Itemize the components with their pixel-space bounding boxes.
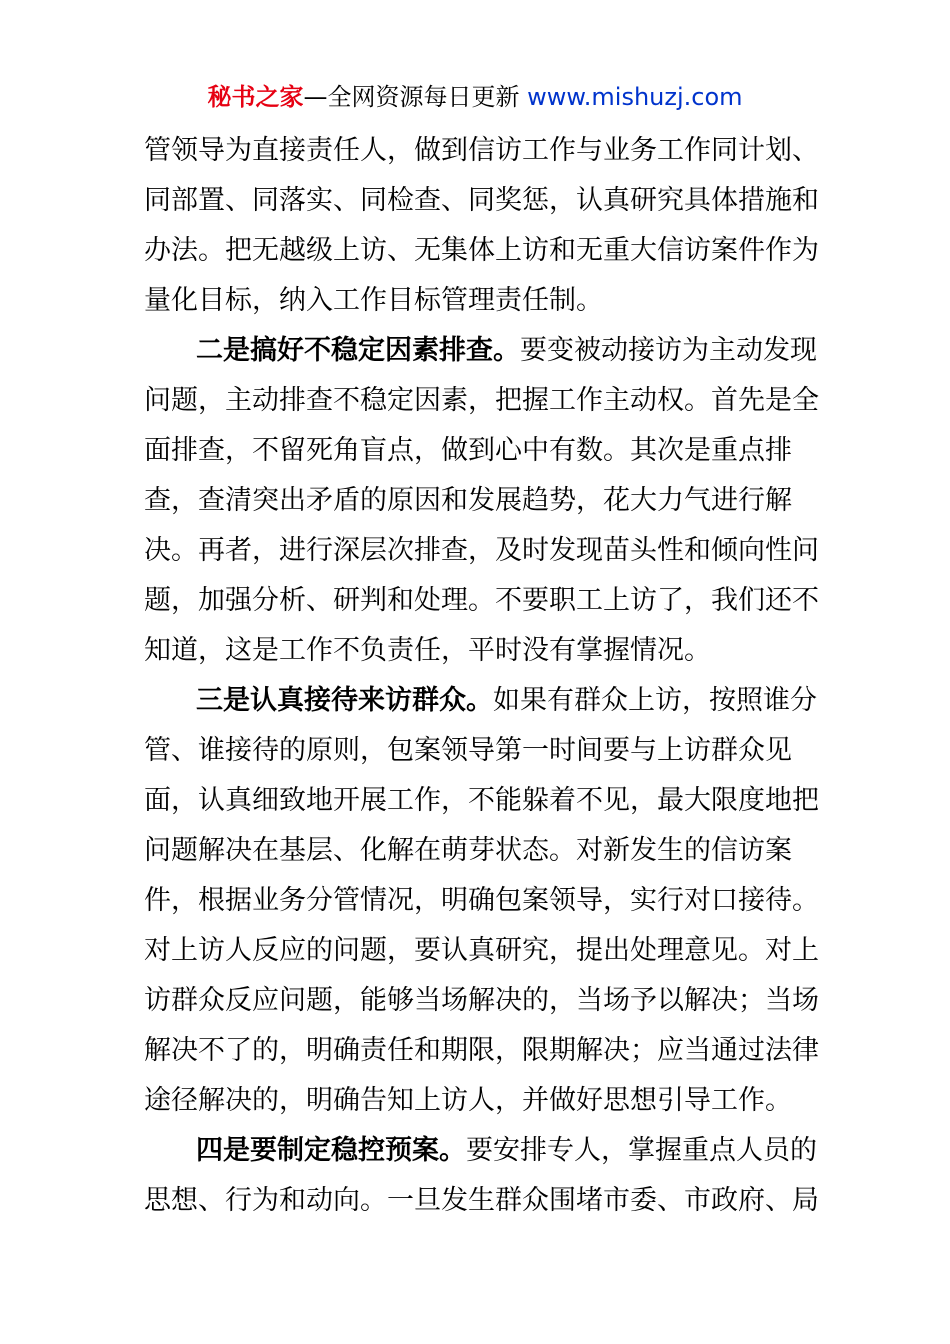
line-text: 面排查，不留死角盲点，做到心中有数。其次是重点排 (144, 435, 792, 466)
text-line (144, 776, 819, 826)
text-line (144, 176, 819, 226)
text-line (144, 726, 806, 776)
document-body (144, 126, 819, 1226)
text-line (144, 626, 806, 676)
line-text: 决。再者，进行深层次排查，及时发现苗头性和倾向性问 (144, 535, 819, 566)
paragraph-lead: 二是搞好不稳定因素排查。 (196, 335, 520, 366)
text-line (144, 276, 806, 326)
text-line (144, 676, 817, 726)
line-text: 件，根据业务分管情况，明确包案领导，实行对口接待。 (144, 885, 819, 916)
site-brand: 秘书之家 (207, 83, 304, 111)
text-line (144, 1126, 817, 1176)
line-text: 题，加强分析、研判和处理。不要职工上访了，我们还不 (144, 585, 819, 616)
line-text: 面，认真细致地开展工作，不能躲着不见，最大限度地把 (144, 785, 819, 816)
header-tagline: —全网资源每日更新 (303, 83, 528, 111)
line-text: 办法。把无越级上访、无集体上访和无重大信访案件作为 (144, 235, 819, 266)
text-line (144, 326, 817, 376)
paragraph (144, 326, 819, 676)
text-line (144, 526, 819, 576)
text-line (144, 376, 819, 426)
text-line (144, 1026, 819, 1076)
text-line (144, 476, 806, 526)
paragraph-lead: 三是认真接待来访群众。 (196, 685, 493, 716)
line-text: 管、谁接待的原则，包案领导第一时间要与上访群众见 (144, 735, 792, 766)
paragraph (144, 676, 819, 1126)
line-text: 问题，主动排查不稳定因素，把握工作主动权。首先是全 (144, 385, 819, 416)
line-text: 要安排专人，掌握重点人员的 (466, 1135, 817, 1166)
line-text: 对上访人反应的问题，要认真研究，提出处理意见。对上 (144, 935, 819, 966)
line-text: 查，查清突出矛盾的原因和发展趋势，花大力气进行解 (144, 485, 792, 516)
text-line (144, 576, 819, 626)
text-line (144, 1076, 806, 1126)
line-text: 思想、行为和动向。一旦发生群众围堵市委、市政府、局 (144, 1185, 819, 1216)
text-line (144, 976, 819, 1026)
text-line (144, 426, 806, 476)
text-line (144, 126, 819, 176)
paragraph (144, 126, 819, 326)
line-text: 要变被动接访为主动发现 (520, 335, 817, 366)
line-text: 量化目标，纳入工作目标管理责任制。 (144, 285, 603, 316)
line-text: 解决不了的，明确责任和期限，限期解决；应当通过法律 (144, 1035, 819, 1066)
line-text: 如果有群众上访，按照谁分 (493, 685, 817, 716)
line-text: 访群众反应问题，能够当场解决的，当场予以解决；当场 (144, 985, 819, 1016)
text-line (144, 826, 806, 876)
paragraph (144, 1126, 819, 1226)
text-line (144, 226, 819, 276)
text-line (144, 876, 819, 926)
line-text: 同部置、同落实、同检查、同奖惩，认真研究具体措施和 (144, 185, 819, 216)
text-line (144, 1176, 819, 1226)
line-text: 途径解决的，明确告知上访人，并做好思想引导工作。 (144, 1085, 792, 1116)
line-text: 知道，这是工作不负责任，平时没有掌握情况。 (144, 635, 711, 666)
line-text: 问题解决在基层、化解在萌芽状态。对新发生的信访案 (144, 835, 792, 866)
site-url[interactable]: www.mishuzj.com (527, 83, 743, 111)
page-header (0, 80, 950, 114)
line-text: 管领导为直接责任人，做到信访工作与业务工作同计划、 (144, 135, 819, 166)
paragraph-lead: 四是要制定稳控预案。 (196, 1135, 466, 1166)
text-line (144, 926, 819, 976)
